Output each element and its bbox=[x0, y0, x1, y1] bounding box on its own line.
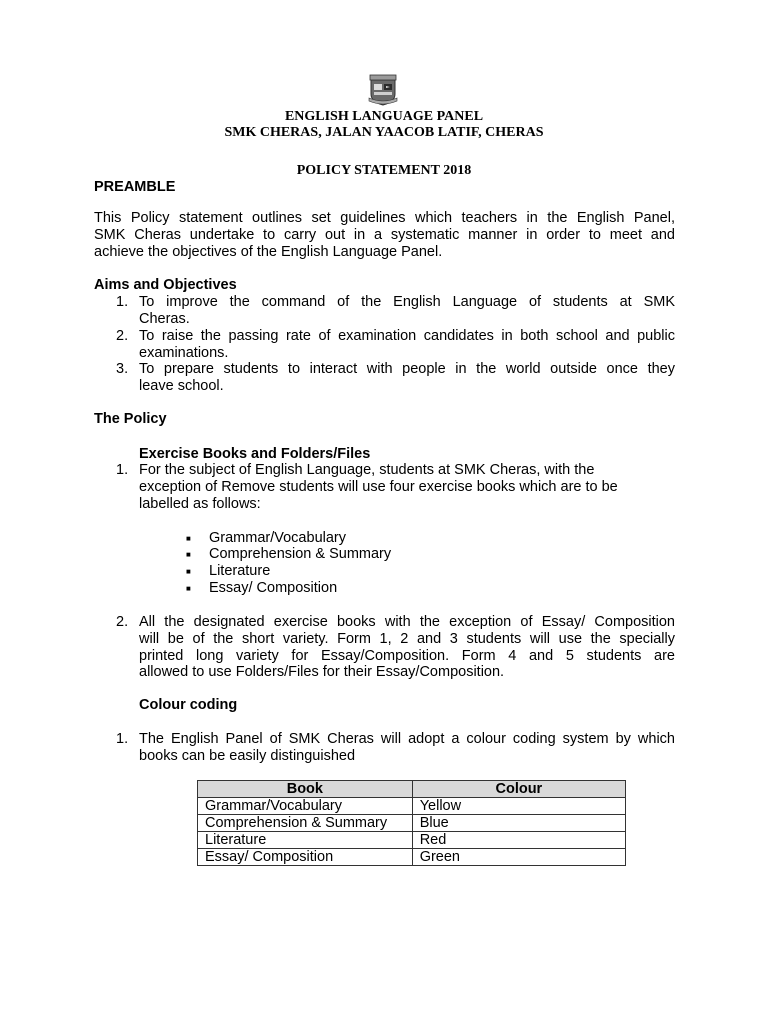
panel-title: ENGLISH LANGUAGE PANEL bbox=[284, 109, 484, 124]
bullet-marker: ■ bbox=[186, 567, 191, 576]
policy-item-1-line-1: For the subject of English Language, students at SMK Cheras, with the bbox=[139, 462, 595, 478]
bullet-marker: ■ bbox=[186, 534, 191, 543]
aims-item-number: 3. bbox=[116, 361, 129, 377]
colour-item-1-line-2: books can be easily distinguished bbox=[139, 748, 356, 764]
policy-item-1-line-3: labelled as follows: bbox=[139, 496, 261, 512]
exercise-books-heading: Exercise Books and Folders/Files bbox=[139, 446, 371, 462]
table-cell-colour: Yellow bbox=[412, 798, 625, 815]
aims-item-2-line-2: examinations. bbox=[139, 345, 229, 361]
table-cell-book: Grammar/Vocabulary bbox=[198, 798, 413, 815]
policy-item-2-line-2: will be of the short variety. Form 1, 2 and 3 students will use the specially bbox=[139, 631, 675, 647]
colour-table bbox=[197, 780, 626, 866]
colour-item-number: 1. bbox=[116, 731, 129, 747]
column-header-book: Book bbox=[198, 781, 413, 798]
aims-item-number: 1. bbox=[116, 294, 129, 310]
aims-item-1-line-1: To improve the command of the English Language of students at SMK bbox=[139, 294, 675, 310]
table-cell-book: Essay/ Composition bbox=[198, 849, 413, 866]
table-row bbox=[198, 849, 626, 866]
table-row bbox=[198, 798, 626, 815]
aims-item-3-line-2: leave school. bbox=[139, 378, 224, 394]
bullet-item: Grammar/Vocabulary bbox=[209, 530, 346, 546]
school-crest-icon bbox=[368, 74, 398, 106]
table-cell-colour: Green bbox=[412, 849, 625, 866]
table-cell-book: Comprehension & Summary bbox=[198, 815, 413, 832]
policy-item-1-line-2: exception of Remove students will use four exercise books which are to be bbox=[139, 479, 618, 495]
bullet-item: Comprehension & Summary bbox=[209, 546, 392, 562]
policy-item-number: 1. bbox=[116, 462, 129, 478]
aims-item-number: 2. bbox=[116, 328, 129, 344]
table-row bbox=[198, 815, 626, 832]
policy-item-2-line-1: All the designated exercise books with the exception of Essay/ Composition bbox=[139, 614, 675, 630]
preamble-line-2: SMK Cheras undertake to carry out in a systematic manner in order to meet and bbox=[94, 227, 675, 243]
colour-item-1-line-1: The English Panel of SMK Cheras will adopt a colour coding system by which bbox=[139, 731, 675, 747]
bullet-marker: ■ bbox=[186, 550, 191, 559]
table-cell-book: Literature bbox=[198, 832, 413, 849]
preamble-line-1: This Policy statement outlines set guidelines which teachers in the English Panel, bbox=[94, 210, 675, 226]
aims-item-3-line-1: To prepare students to interact with people in the world outside once they bbox=[139, 361, 675, 377]
column-header-colour: Colour bbox=[412, 781, 625, 798]
aims-heading: Aims and Objectives bbox=[94, 277, 237, 293]
aims-item-1-line-2: Cheras. bbox=[139, 311, 190, 327]
bullet-item: Essay/ Composition bbox=[209, 580, 338, 596]
table-cell-colour: Red bbox=[412, 832, 625, 849]
policy-heading: The Policy bbox=[94, 411, 167, 427]
colour-coding-heading: Colour coding bbox=[139, 697, 238, 713]
bullet-item: Literature bbox=[209, 563, 271, 579]
preamble-line-3: achieve the objectives of the English Language Panel. bbox=[94, 244, 443, 260]
policy-item-number: 2. bbox=[116, 614, 129, 630]
school-name: SMK CHERAS, JALAN YAACOB LATIF, CHERAS bbox=[224, 125, 544, 140]
table-cell-colour: Blue bbox=[412, 815, 625, 832]
policy-title: POLICY STATEMENT 2018 bbox=[296, 163, 472, 178]
bullet-marker: ■ bbox=[186, 584, 191, 593]
table-header-row bbox=[198, 781, 626, 798]
aims-item-2-line-1: To raise the passing rate of examination candidates in both school and public bbox=[139, 328, 675, 344]
table-row bbox=[198, 832, 626, 849]
policy-item-2-line-3: printed long variety for Essay/Composition. Form 4 and 5 students are bbox=[139, 648, 675, 664]
preamble-heading: PREAMBLE bbox=[94, 179, 176, 195]
policy-item-2-line-4: allowed to use Folders/Files for their Essay/Composition. bbox=[139, 664, 505, 680]
